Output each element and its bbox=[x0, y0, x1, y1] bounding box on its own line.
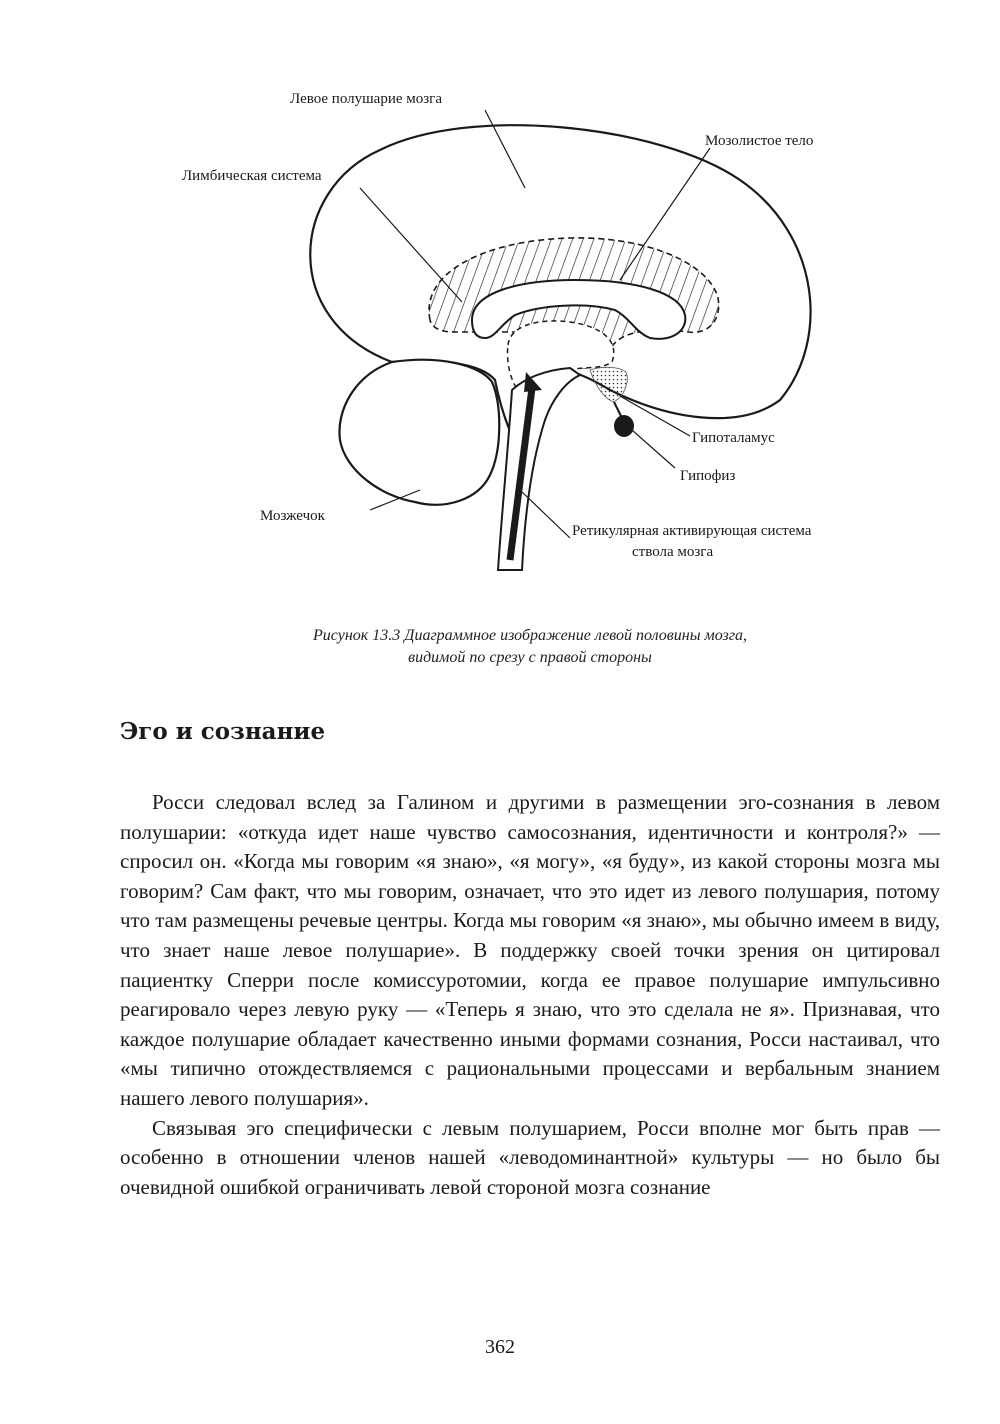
figure-caption bbox=[120, 625, 940, 669]
label-pituitary: Гипофиз bbox=[680, 468, 736, 484]
body-text bbox=[120, 788, 940, 1202]
label-limbic-system: Лимбическая система bbox=[182, 168, 322, 184]
section-heading: Эго и сознание bbox=[120, 718, 326, 745]
brain-diagram bbox=[182, 70, 900, 610]
paragraph: Росси следовал вслед за Галином и другими в размещении эго-сознания в левом полушарии: «откуда идет наше чувство самосознания, идентичности и контроля?» — спросил он. «Когда мы говорим «я знаю», «я могу», «я буду», из какой стороны мозга мы говорим? Сам факт, что мы говорим, означает, что это идет из левого полушария, потому что там размещены речевые центры. Когда мы говорим «я знаю», мы обычно имеем в виду, что знает наше левое полушарие». В поддержку своей точки зрения он цитировал пациентку Сперри после комиссуротомии, когда ее правое полушарие импульсивно реагировало через левую руку — «Теперь я знаю, что это сделала не я». Признавая, что каждое полушарие обладает качественно иными формами сознания, Росси настаивал, что «мы типично отождествляемся с рациональными процессами и вербальным знанием нашего левого полушария». bbox=[120, 790, 941, 1110]
pituitary-shape bbox=[614, 415, 634, 437]
page-number: 362 bbox=[485, 1336, 515, 1358]
paragraph: Связывая эго специфически с левым полушарием, Росси вполне мог быть прав — особенно в отношении членов нашей «леводоминантной» культуры — но было бы очевидной ошибкой ограничивать левой стороной мозга сознание bbox=[120, 1115, 940, 1199]
label-reticular-line1: Ретикулярная активирующая система bbox=[572, 523, 812, 539]
label-corpus-callosum: Мозолистое тело bbox=[705, 133, 814, 149]
caption-line-1: Рисунок 13.3 Диаграммное изображение левой половины мозга, bbox=[312, 627, 748, 644]
label-left-hemisphere: Левое полушарие мозга bbox=[290, 91, 442, 107]
label-reticular-line2: ствола мозга bbox=[632, 544, 714, 560]
label-cerebellum: Мозжечок bbox=[260, 508, 325, 524]
label-hypothalamus: Гипоталамус bbox=[692, 430, 775, 446]
caption-line-2: видимой по срезу с правой стороны bbox=[408, 649, 652, 666]
cerebellum-shape bbox=[339, 360, 499, 505]
